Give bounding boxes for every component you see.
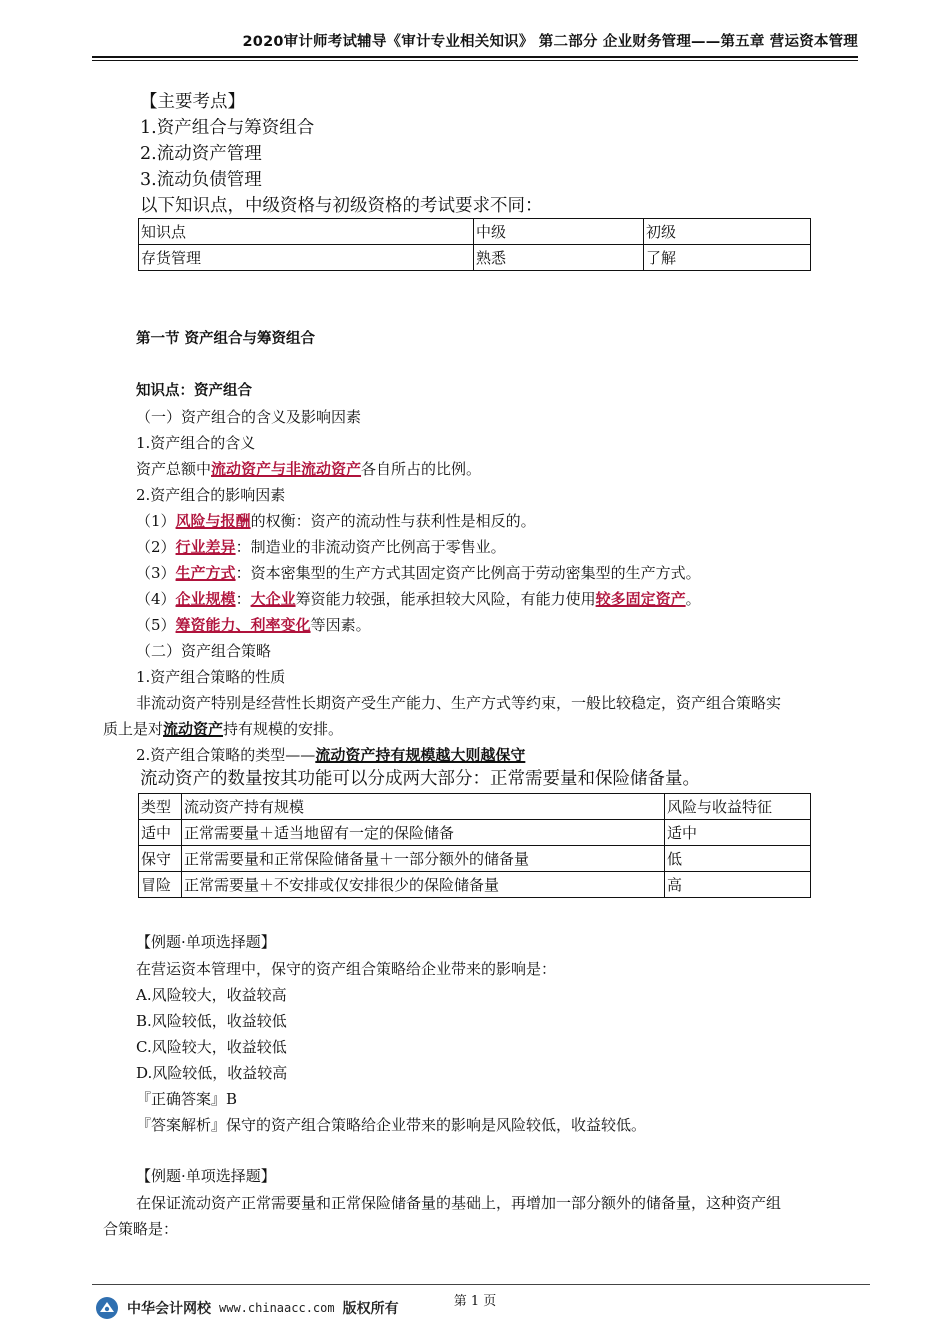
table-row [139,794,811,820]
strategy-note: 流动资产的数量按其功能可以分成两大部分：正常需要量和保险储备量。 [140,769,700,789]
table-header-cell: 中级 [474,219,644,245]
table-cell: 高 [665,872,811,898]
footer-brand [95,1295,399,1321]
table-header-cell: 风险与收益特征 [665,794,811,820]
definition-line: 资产总额中流动资产与非流动资产各自所占的比例。 [136,460,482,478]
page-number: 第 1 页 [453,1294,497,1309]
example-option: C.风险较大，收益较低 [136,1038,287,1056]
table-cell: 正常需要量和正常保险储备量＋一部分额外的储备量 [182,846,665,872]
example-tag: 【例题·单项选择题】 [136,1167,276,1185]
example-option: D.风险较低，收益较高 [136,1064,288,1082]
header-rule [92,56,858,61]
example-question: 合策略是： [103,1220,179,1238]
paragraph-title: 2.资产组合策略的类型——流动资产持有规模越大则越保守 [136,746,526,764]
table-cell: 了解 [644,245,811,271]
highlight-term: 风险与报酬 [175,512,251,530]
table-cell: 熟悉 [474,245,644,271]
section-title: 第一节 资产组合与筹资组合 [136,331,316,347]
main-point-item: 2.流动资产管理 [140,144,262,164]
body-line: 非流动资产特别是经营性长期资产受生产能力、生产方式等约束，一般比较稳定，资产组合策略实 [136,694,782,712]
highlight-term: 生产方式 [175,564,236,582]
example-option: A.风险较大，收益较高 [136,986,287,1004]
table-row [139,872,811,898]
level-table [138,218,811,271]
body-line: 质上是对流动资产持有规模的安排。 [103,720,344,738]
subsection-title: （一）资产组合的含义及影响因素 [136,408,362,426]
example-option: B.风险较低，收益较低 [136,1012,287,1030]
table-cell: 存货管理 [139,245,474,271]
rights-text: 版权所有 [342,1301,399,1317]
highlight-term: 企业规模 [175,590,236,608]
table-row [139,820,811,846]
table-cell: 低 [665,846,811,872]
table-header-cell: 流动资产持有规模 [182,794,665,820]
table-cell: 正常需要量＋适当地留有一定的保险储备 [182,820,665,846]
brand-name: 中华会计网校 [127,1301,211,1317]
table-header-cell: 类型 [139,794,182,820]
paragraph-title: 1.资产组合策略的性质 [136,668,286,686]
factor-line: （2）行业差异：制造业的非流动资产比例高于零售业。 [136,538,506,556]
main-points-heading: 【主要考点】 [140,92,245,112]
paragraph-title: 1.资产组合的含义 [136,434,256,452]
highlight-term: 大企业 [250,590,296,608]
factor-line: （3）生产方式：资本密集型的生产方式其固定资产比例高于劳动密集型的生产方式。 [136,564,701,582]
footer-rule [92,1284,870,1285]
running-header: 2020审计师考试辅导《审计专业相关知识》 第二部分 企业财务管理——第五章 营运资本管理 [242,34,858,50]
underlined-term: 流动资产持有规模越大则越保守 [315,746,526,764]
table-cell: 适中 [665,820,811,846]
table-header-cell: 初级 [644,219,811,245]
example-question: 在保证流动资产正常需要量和正常保险储备量的基础上，再增加一部分额外的储备量，这种资产组 [136,1194,782,1212]
chinaacc-logo-icon [95,1296,119,1320]
table-row [139,846,811,872]
highlight-term: 筹资能力、利率变化 [175,616,311,634]
subsection-title: （二）资产组合策略 [136,642,272,660]
table-cell: 适中 [139,820,182,846]
knowledge-point-title: 知识点：资产组合 [136,383,252,399]
table-cell: 正常需要量＋不安排或仅安排很少的保险储备量 [182,872,665,898]
example-analysis: 『答案解析』保守的资产组合策略给企业带来的影响是风险较低，收益较低。 [136,1116,647,1134]
factor-line: （5）筹资能力、利率变化等因素。 [136,616,371,634]
table-cell: 冒险 [139,872,182,898]
highlight-term: 行业差异 [175,538,236,556]
example-tag: 【例题·单项选择题】 [136,933,276,951]
highlight-term: 较多固定资产 [595,590,686,608]
strategy-table [138,793,811,898]
table-row [139,245,811,271]
level-note: 以下知识点，中级资格与初级资格的考试要求不同： [140,196,543,216]
table-cell: 保守 [139,846,182,872]
table-row [139,219,811,245]
main-point-item: 3.流动负债管理 [140,170,262,190]
brand-url[interactable]: www.chinaacc.com [219,1301,335,1315]
factor-line: （1）风险与报酬的权衡：资产的流动性与获利性是相反的。 [136,512,536,530]
paragraph-title: 2.资产组合的影响因素 [136,486,286,504]
table-header-cell: 知识点 [139,219,474,245]
example-question: 在营运资本管理中，保守的资产组合策略给企业带来的影响是： [136,960,557,978]
main-point-item: 1.资产组合与筹资组合 [140,118,315,138]
underlined-term: 流动资产 [163,720,224,738]
highlight-term: 流动资产与非流动资产 [211,460,362,478]
example-answer: 『正确答案』B [136,1090,238,1108]
factor-line: （4）企业规模：大企业筹资能力较强，能承担较大风险，有能力使用较多固定资产。 [136,590,701,608]
